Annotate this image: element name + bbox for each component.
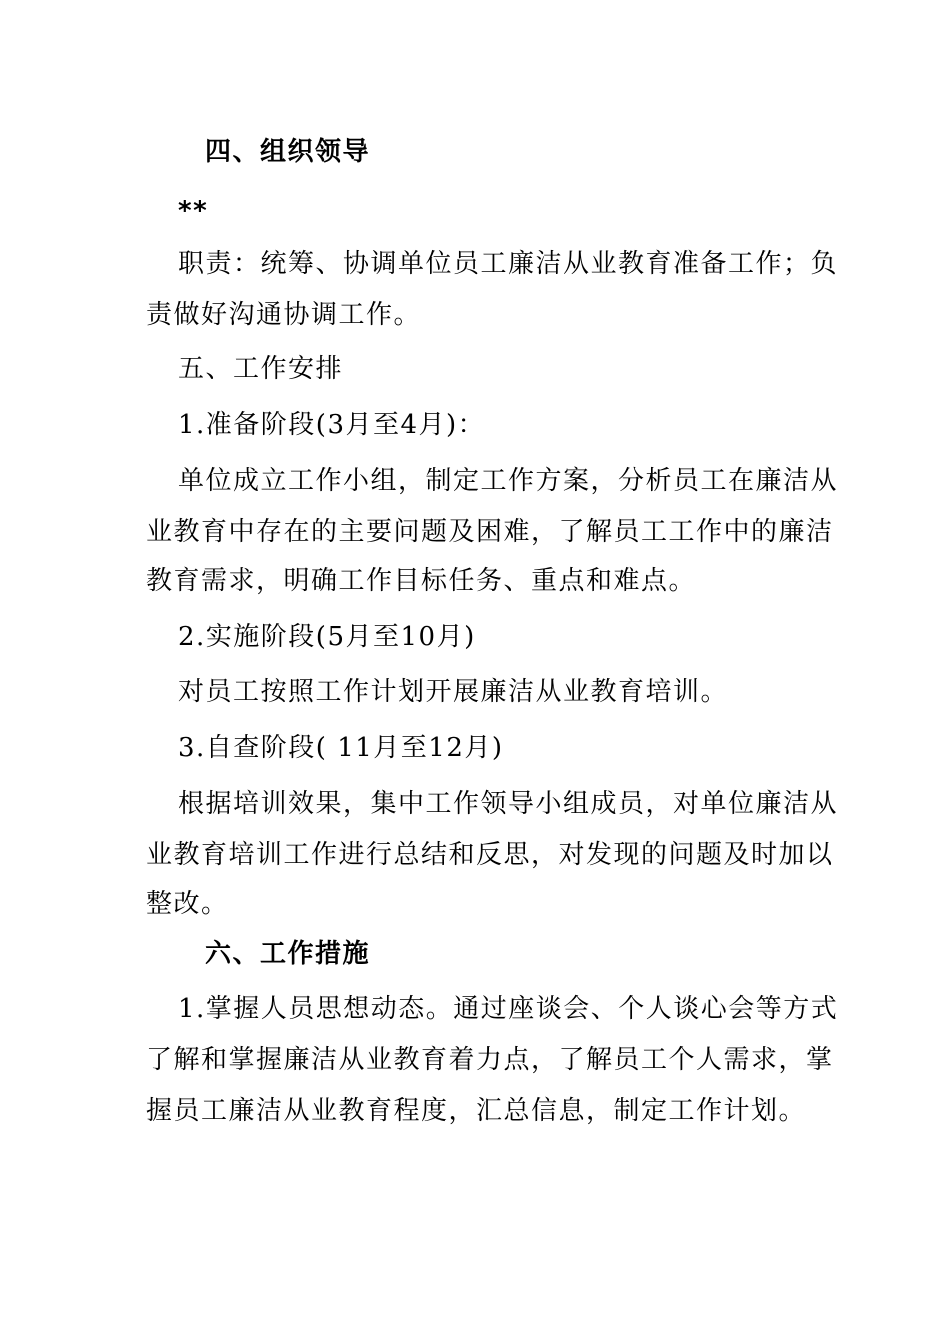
asterisks-placeholder: ** xyxy=(178,196,209,226)
section-heading-arrangement: 五、工作安排 xyxy=(178,354,344,384)
paragraph-line: 教育需求，明确工作目标任务、重点和难点。 xyxy=(146,566,697,596)
stage-title: 3.自查阶段( 11月至12月) xyxy=(178,733,504,763)
paragraph-line: 1.掌握人员思想动态。通过座谈会、个人谈心会等方式 xyxy=(178,994,839,1024)
section-heading-organization: 四、组织领导 xyxy=(205,137,371,167)
paragraph-line: 责做好沟通协调工作。 xyxy=(146,300,422,330)
paragraph-line: 了解和掌握廉洁从业教育着力点，了解员工个人需求，掌 xyxy=(146,1045,834,1075)
stage-title: 1.准备阶段(3月至4月)： xyxy=(178,410,486,440)
paragraph-line: 对员工按照工作计划开展廉洁从业教育培训。 xyxy=(178,677,729,707)
paragraph-line: 握员工廉洁从业教育程度，汇总信息，制定工作计划。 xyxy=(146,1096,807,1126)
section-heading-measures: 六、工作措施 xyxy=(205,939,371,969)
paragraph-line: 根据培训效果，集中工作领导小组成员，对单位廉洁从 xyxy=(178,789,839,819)
stage-title: 2.实施阶段(5月至10月) xyxy=(178,622,476,652)
paragraph-line: 单位成立工作小组，制定工作方案，分析员工在廉洁从 xyxy=(178,466,839,496)
paragraph-line: 职责：统筹、协调单位员工廉洁从业教育准备工作；负 xyxy=(178,249,839,279)
paragraph-line: 业教育中存在的主要问题及困难，了解员工工作中的廉洁 xyxy=(146,517,834,547)
paragraph-line: 业教育培训工作进行总结和反思，对发现的问题及时加以 xyxy=(146,840,834,870)
paragraph-line: 整改。 xyxy=(146,889,229,919)
